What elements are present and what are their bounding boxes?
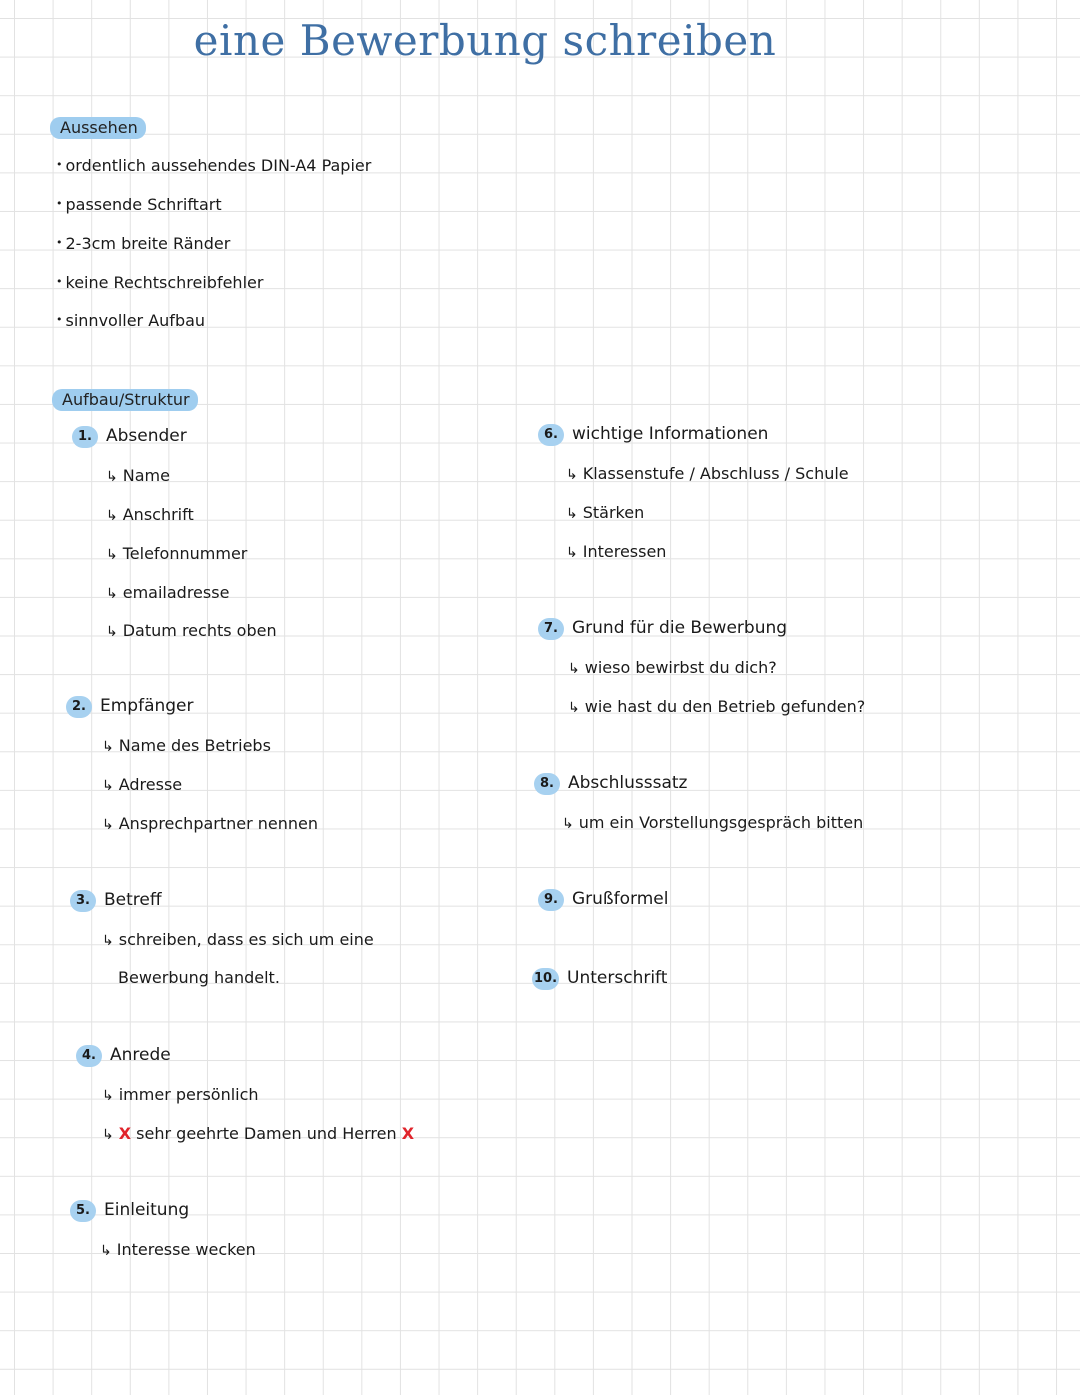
sub-item [102, 736, 271, 755]
arrow-return-icon: ↳ [102, 933, 114, 949]
number-badge: 9. [538, 889, 564, 911]
section-title: Absender [106, 426, 187, 446]
section-title: Abschlusssatz [568, 773, 688, 793]
cross-mark-icon: X [401, 1124, 415, 1143]
section-abschlusssatz [534, 773, 687, 796]
list-item-text: ordentlich aussehendes DIN-A4 Papier [65, 156, 372, 175]
sub-item-text: immer persönlich [118, 1085, 259, 1104]
section-betreff [70, 890, 162, 913]
arrow-return-icon: ↳ [106, 547, 118, 563]
arrow-return-icon: ↳ [566, 506, 578, 522]
sub-item-text: Interessen [582, 542, 667, 561]
sub-item-text: Telefonnummer [122, 544, 248, 563]
arrow-return-icon: ↳ [562, 816, 574, 832]
arrow-return-icon: ↳ [568, 661, 580, 677]
arrow-return-icon: ↳ [106, 508, 118, 524]
number-badge: 8. [534, 773, 560, 795]
section-einleitung [70, 1200, 189, 1223]
list-item [56, 273, 263, 292]
sub-item [102, 1124, 414, 1143]
arrow-return-icon: ↳ [568, 700, 580, 716]
bullet-dot-icon: • [56, 313, 63, 326]
number-badge: 7. [538, 618, 564, 640]
sub-item [568, 697, 865, 716]
list-item [56, 195, 222, 214]
number-badge: 5. [70, 1200, 96, 1222]
section-title: Empfänger [100, 696, 194, 716]
number-badge: 3. [70, 890, 96, 912]
bullet-dot-icon: • [56, 158, 63, 171]
sub-item-text: emailadresse [122, 583, 230, 602]
sub-item [106, 466, 170, 485]
section-title: Unterschrift [567, 968, 668, 988]
bullet-dot-icon: • [56, 236, 63, 249]
arrow-return-icon: ↳ [106, 586, 118, 602]
section-title: Grußformel [572, 889, 669, 909]
list-item-text: passende Schriftart [65, 195, 222, 214]
sub-item-text: Name [122, 466, 170, 485]
section-title: wichtige Informationen [572, 424, 769, 444]
sub-item [102, 775, 182, 794]
list-item [56, 156, 371, 175]
number-badge: 2. [66, 696, 92, 718]
sub-item [100, 1240, 256, 1259]
page-title: eine Bewerbung schreiben [193, 16, 777, 65]
number-badge: 10. [532, 968, 559, 990]
sub-item [102, 1085, 259, 1104]
arrow-return-icon: ↳ [566, 545, 578, 561]
sub-item [106, 583, 229, 602]
section-anrede [76, 1045, 171, 1068]
sub-item [106, 621, 277, 640]
sub-item-text: Anschrift [122, 505, 194, 524]
sub-item-text: Klassenstufe / Abschluss / Schule [582, 464, 849, 483]
arrow-return-icon: ↳ [102, 817, 114, 833]
sub-item [106, 544, 247, 563]
arrow-return-icon: ↳ [566, 467, 578, 483]
number-badge: 6. [538, 424, 564, 446]
sub-item [568, 658, 777, 677]
sub-item-text: um ein Vorstellungsgespräch bitten [578, 813, 864, 832]
bullet-dot-icon: • [56, 197, 63, 210]
sub-item [102, 814, 318, 833]
section-title: Einleitung [104, 1200, 190, 1220]
list-item [56, 311, 205, 330]
section-title: Grund für die Bewerbung [572, 618, 788, 638]
sub-item-text: wie hast du den Betrieb gefunden? [584, 697, 866, 716]
arrow-return-icon: ↳ [100, 1243, 112, 1259]
arrow-return-icon: ↳ [106, 469, 118, 485]
list-item-text: sinnvoller Aufbau [65, 311, 206, 330]
section-grund [538, 618, 787, 641]
sub-item-text: Adresse [118, 775, 183, 794]
section-wichtige-informationen [538, 424, 768, 447]
number-badge: 4. [76, 1045, 102, 1067]
sub-item-text: Interesse wecken [116, 1240, 256, 1259]
arrow-return-icon: ↳ [106, 624, 118, 640]
section-title: Betreff [104, 890, 162, 910]
arrow-return-icon: ↳ [102, 1088, 114, 1104]
section-grussformel [538, 889, 668, 912]
sub-item [566, 503, 644, 522]
sub-item [562, 813, 863, 832]
sub-item-text: Datum rechts oben [122, 621, 277, 640]
sub-item [566, 464, 849, 483]
arrow-return-icon: ↳ [102, 1127, 114, 1143]
list-item-text: keine Rechtschreibfehler [65, 273, 264, 292]
sub-item-text: sehr geehrte Damen und Herren [136, 1124, 397, 1143]
bullet-dot-icon: • [56, 275, 63, 288]
section-absender [72, 426, 187, 449]
section-heading-aufbau: Aufbau/Struktur [52, 389, 198, 411]
section-heading-aussehen: Aussehen [50, 117, 146, 139]
sub-item-text: schreiben, dass es sich um eine [118, 930, 374, 949]
sub-item-continuation: Bewerbung handelt. [118, 968, 280, 987]
section-empfaenger [66, 696, 194, 719]
sub-item-text: Name des Betriebs [118, 736, 271, 755]
list-item [56, 234, 230, 253]
sub-item [106, 505, 194, 524]
cross-mark-icon: X [118, 1124, 132, 1143]
section-title: Anrede [110, 1045, 171, 1065]
sub-item-text: Ansprechpartner nennen [118, 814, 319, 833]
number-badge: 1. [72, 426, 98, 448]
arrow-return-icon: ↳ [102, 778, 114, 794]
section-unterschrift [532, 968, 667, 991]
arrow-return-icon: ↳ [102, 739, 114, 755]
sub-item [566, 542, 666, 561]
sub-item-text: wieso bewirbst du dich? [584, 658, 777, 677]
sub-item-text: Stärken [582, 503, 645, 522]
sub-item [102, 930, 374, 949]
list-item-text: 2-3cm breite Ränder [65, 234, 231, 253]
